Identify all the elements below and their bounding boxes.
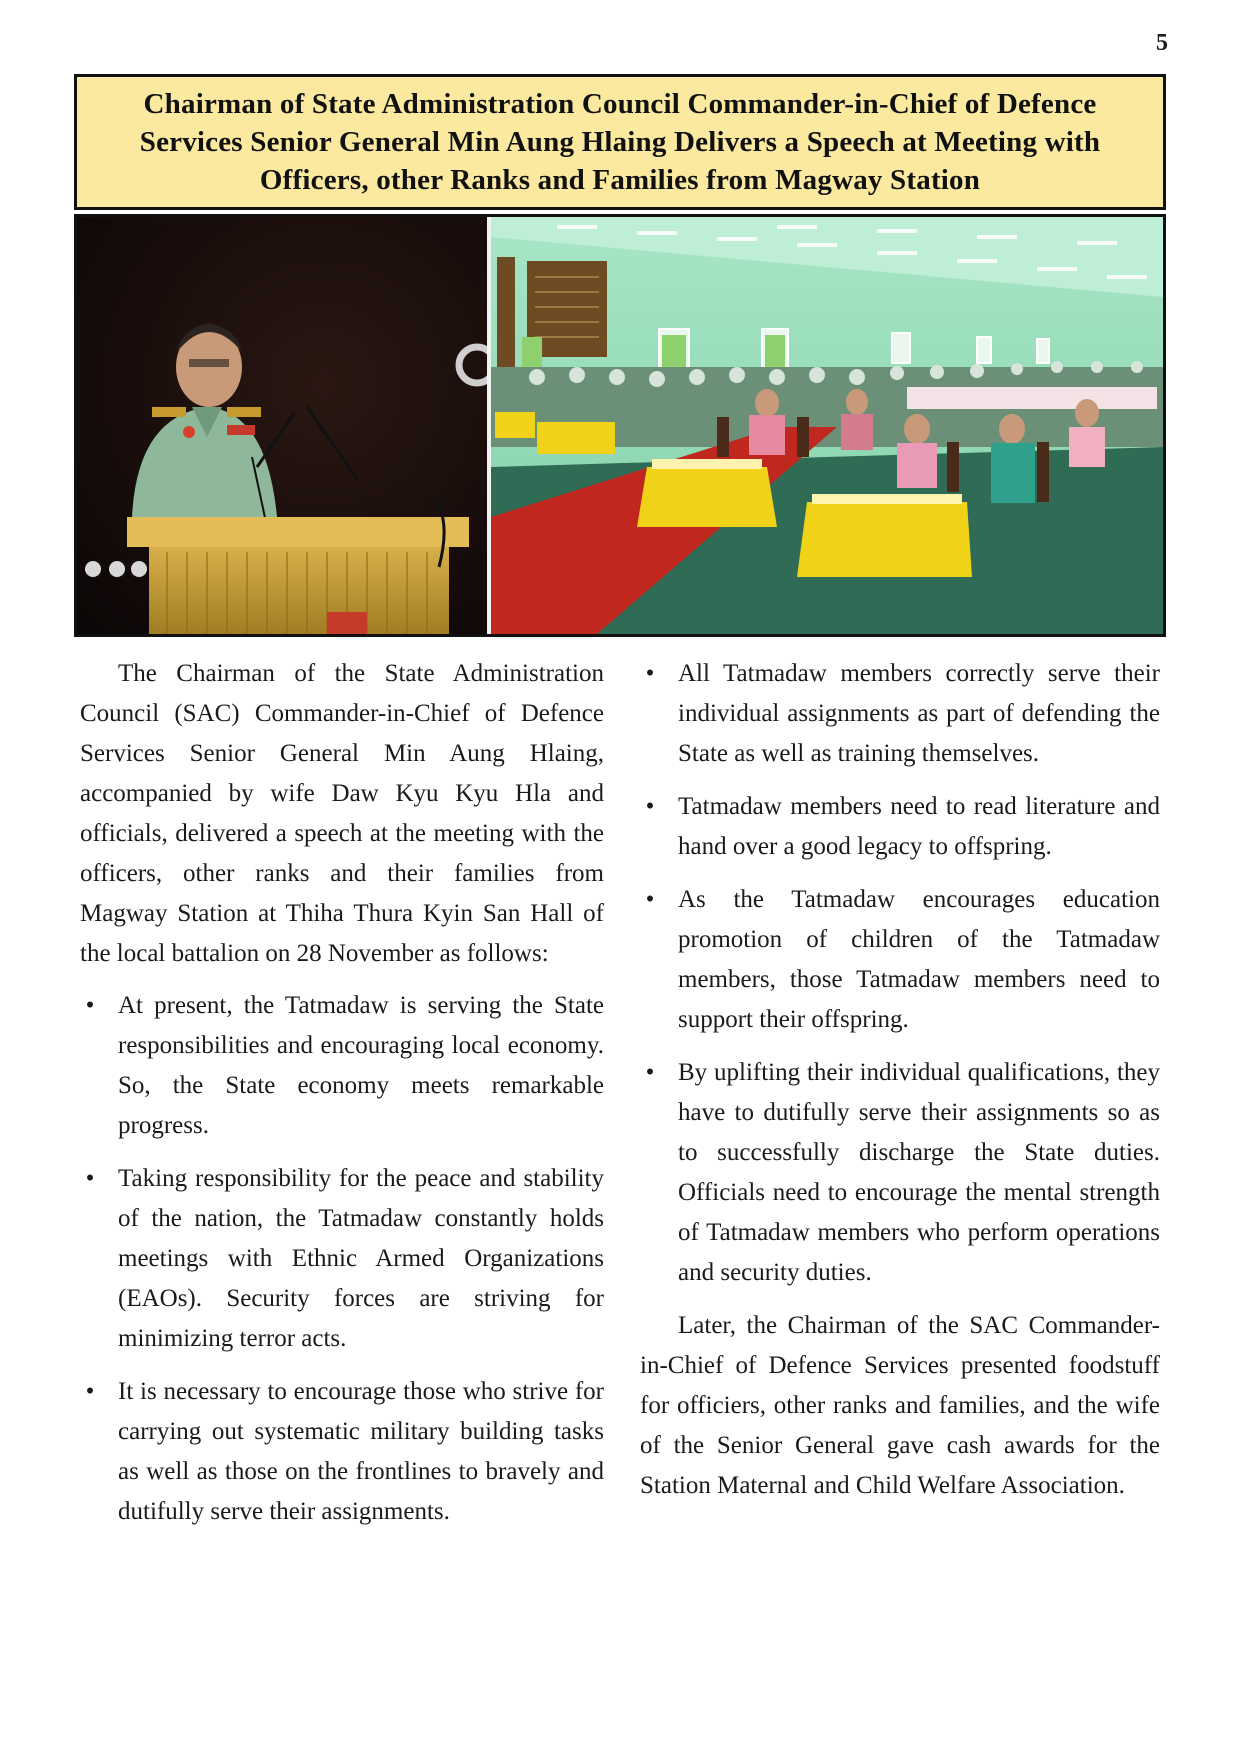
speaker-photo xyxy=(77,217,495,634)
list-item-text: All Tatmadaw members correctly serve their individual assignments as part of defending the State as well as training themselves. xyxy=(678,660,1160,767)
right-bullet-list xyxy=(640,654,1160,1293)
article-closing: Later, the Chairman of the SAC Commander-in-Chief of Defence Services presented foodstuff for officiers, other ranks and families, and the wife of the Senior General gave cash awards for the Station Maternal and Child Welfare Association. xyxy=(640,1312,1160,1499)
right-column xyxy=(640,654,1160,1506)
bullet-icon: • xyxy=(645,660,655,687)
audience-photo xyxy=(491,217,1163,634)
list-item xyxy=(80,1372,604,1532)
list-item xyxy=(80,986,604,1146)
photo-collage xyxy=(77,217,1163,634)
bullet-icon: • xyxy=(85,1165,95,1192)
list-item-text: By uplifting their individual qualifications, they have to dutifully serve their assignments so as to successfully discharge the State duties. Officials need to encourage the mental strength of Tatmadaw members who perform operations and security duties. xyxy=(678,1059,1160,1286)
list-item-text: Tatmadaw members need to read literature and hand over a good legacy to offspring. xyxy=(678,793,1160,860)
article-intro: The Chairman of the State Administration Council (SAC) Commander-in-Chief of Defence Services Senior General Min Aung Hlaing, accompanied by wife Daw Kyu Kyu Hla and officials, delivered a speech at the meeting with the officers, other ranks and their families from Magway Station at Thiha Thura Kyin San Hall of the local battalion on 28 November as follows: xyxy=(80,660,604,967)
left-bullet-list xyxy=(80,986,604,1532)
bullet-icon: • xyxy=(645,793,655,820)
list-item-text: Taking responsibility for the peace and stability of the nation, the Tatmadaw constantly holds meetings with Ethnic Armed Organizations (EAOs). Security forces are striving for minimizing terror acts. xyxy=(118,1165,604,1352)
bullet-icon: • xyxy=(645,1059,655,1086)
list-item-text: It is necessary to encourage those who strive for carrying out systematic military building tasks as well as those on the frontlines to bravely and dutifully serve their assignments. xyxy=(118,1378,604,1525)
list-item xyxy=(640,880,1160,1040)
list-item-text: As the Tatmadaw encourages education promotion of children of the Tatmadaw members, those Tatmadaw members need to support their offspring. xyxy=(678,886,1160,1033)
list-item xyxy=(640,654,1160,774)
list-item xyxy=(640,1053,1160,1293)
bullet-icon: • xyxy=(85,992,95,1019)
page-number: 5 xyxy=(1156,30,1168,56)
article-headline: Chairman of State Administration Council Commander-in-Chief of Defence Services Senior General Min Aung Hlaing Delivers a Speech at Meeting with Officers, other Ranks and Families from Magway Station xyxy=(139,88,1101,196)
list-item xyxy=(80,1159,604,1359)
headline-box xyxy=(74,74,1166,210)
left-column xyxy=(80,654,604,1545)
list-item xyxy=(640,787,1160,867)
photo-strip xyxy=(74,214,1166,637)
bullet-icon: • xyxy=(85,1378,95,1405)
list-item-text: At present, the Tatmadaw is serving the State responsibilities and encouraging local economy. So, the State economy meets remarkable progress. xyxy=(118,992,604,1139)
bullet-icon: • xyxy=(645,886,655,913)
